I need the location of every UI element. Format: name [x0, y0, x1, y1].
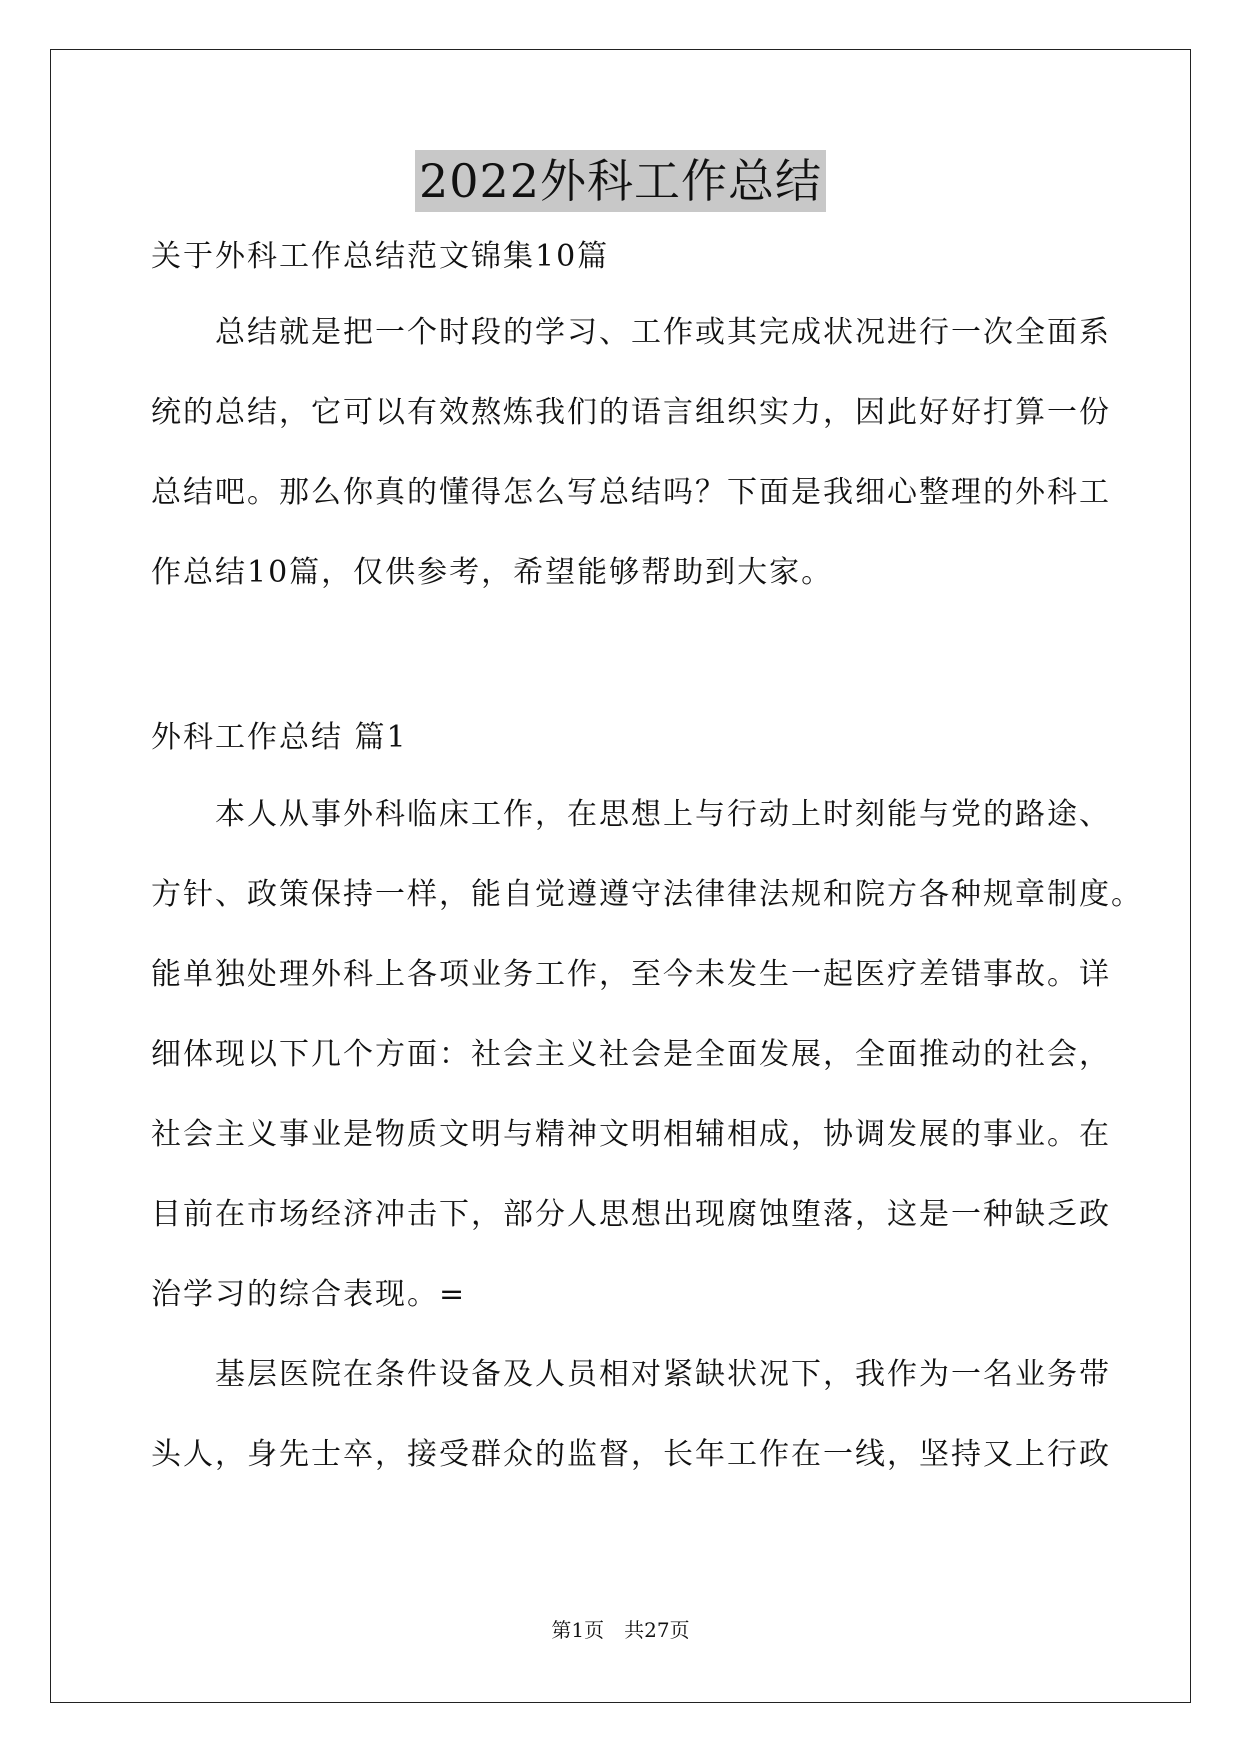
- body-line: 目前在市场经济冲击下，部分人思想出现腐蚀堕落，这是一种缺乏政: [151, 1197, 1111, 1232]
- intro-line: 统的总结，它可以有效熬炼我们的语言组织实力，因此好好打算一份: [151, 395, 1111, 430]
- body-line: 基层医院在条件设备及人员相对紧缺状况下，我作为一名业务带: [151, 1357, 1111, 1392]
- intro-line: 总结就是把一个时段的学习、工作或其完成状况进行一次全面系: [151, 315, 1111, 350]
- title-container: [0, 150, 1241, 212]
- body-line: 细体现以下几个方面：社会主义社会是全面发展，全面推动的社会，: [151, 1037, 1111, 1072]
- body-line: 方针、政策保持一样，能自觉遵遵守法律律法规和院方各种规章制度。: [151, 877, 1143, 912]
- section-heading: 外科工作总结 篇1: [151, 720, 408, 755]
- intro-line: 总结吧。那么你真的懂得怎么写总结吗？下面是我细心整理的外科工: [151, 475, 1111, 510]
- body-line: 头人，身先士卒，接受群众的监督，长年工作在一线，坚持又上行政: [151, 1437, 1111, 1472]
- body-line: 本人从事外科临床工作，在思想上与行动上时刻能与党的路途、: [151, 797, 1111, 832]
- intro-line: 作总结10篇，仅供参考，希望能够帮助到大家。: [151, 555, 834, 590]
- body-line: 能单独处理外科上各项业务工作，至今未发生一起医疗差错事故。详: [151, 957, 1111, 992]
- page-number-footer: 第1页 共27页: [551, 1618, 690, 1642]
- document-subtitle: 关于外科工作总结范文锦集10篇: [151, 239, 610, 274]
- body-line: 社会主义事业是物质文明与精神文明相辅相成，协调发展的事业。在: [151, 1117, 1111, 1152]
- document-title: 2022外科工作总结: [415, 150, 826, 212]
- body-line: 治学习的综合表现。=: [151, 1277, 467, 1312]
